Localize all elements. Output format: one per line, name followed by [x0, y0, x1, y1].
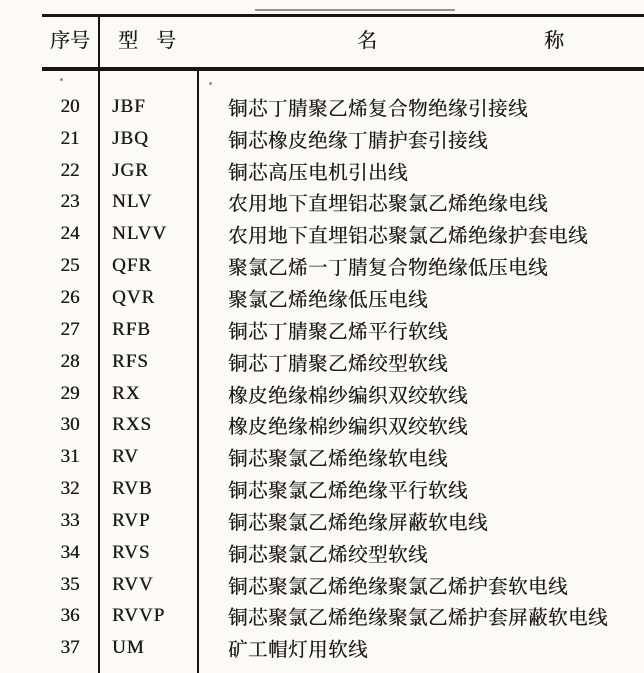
cell-serial-number: 34 [60, 541, 80, 563]
table-row [42, 91, 644, 123]
header-serial-number: 序号 [50, 30, 90, 52]
cell-name: 铜芯高压电机引出线 [228, 162, 409, 184]
cell-model-code: RFS [112, 350, 149, 372]
table-row [42, 218, 644, 250]
cell-name: 铜芯聚氯乙烯绝缘聚氯乙烯护套软电线 [228, 576, 569, 598]
cell-name: 农用地下直埋铝芯聚氯乙烯绝缘电线 [228, 194, 549, 216]
cell-serial-number: 20 [60, 95, 80, 117]
cell-model-code: RFB [112, 318, 151, 340]
cell-name: 铜芯丁腈聚乙烯绞型软线 [228, 353, 449, 375]
cell-name: 铜芯橡皮绝缘丁腈护套引接线 [228, 130, 489, 152]
cell-model-code: RVVP [112, 605, 166, 627]
cell-model-code: RX [112, 382, 141, 404]
table-row [42, 537, 644, 569]
cell-name: 聚氯乙烯一丁腈复合物绝缘低压电线 [228, 258, 549, 280]
cell-serial-number: 26 [60, 286, 80, 308]
cell-serial-number: 24 [60, 223, 80, 245]
cell-model-code: RVV [112, 573, 154, 595]
cell-name: 橡皮绝缘棉纱编织双绞软线 [228, 417, 469, 439]
table-row [42, 601, 644, 633]
cell-model-code: JGR [112, 159, 149, 181]
cell-name: 聚氯乙烯绝缘低压电线 [228, 289, 429, 311]
cell-name: 铜芯丁腈聚乙烯复合物绝缘引接线 [228, 98, 529, 120]
cell-model-code: UM [112, 637, 145, 659]
header-separator-rule [42, 67, 644, 71]
cell-serial-number: 28 [60, 350, 80, 372]
cell-serial-number: 31 [60, 446, 80, 468]
cell-serial-number: 35 [60, 573, 80, 595]
table-row [42, 632, 644, 664]
cell-serial-number: 21 [60, 127, 80, 149]
cell-name: 铜芯聚氯乙烯绝缘平行软线 [228, 481, 469, 503]
header-model-char-1: 型 [118, 30, 138, 52]
header-model-char-2: 号 [156, 30, 176, 52]
cell-model-code: RVP [112, 509, 151, 531]
scan-artifact-dot [60, 78, 63, 81]
cell-serial-number: 37 [60, 637, 80, 659]
table-row [42, 378, 644, 410]
cell-name: 铜芯聚氯乙烯绝缘聚氯乙烯护套屏蔽软电线 [228, 608, 609, 630]
header-name-char-1: 名 [357, 30, 377, 52]
table-row [42, 314, 644, 346]
cell-name: 铜芯丁腈聚乙烯平行软线 [228, 321, 449, 343]
cell-serial-number: 32 [60, 478, 80, 500]
table-body [42, 91, 644, 664]
table-row [42, 282, 644, 314]
cell-serial-number: 27 [60, 318, 80, 340]
header-name [199, 26, 644, 56]
cell-serial-number: 30 [60, 414, 80, 436]
cell-name: 铜芯聚氯乙烯绝缘屏蔽软电线 [228, 512, 489, 534]
table-row [42, 123, 644, 155]
cell-model-code: QVR [112, 286, 156, 308]
cell-name: 橡皮绝缘棉纱编织双绞软线 [228, 385, 469, 407]
table-row [42, 505, 644, 537]
cell-model-code: JBQ [112, 127, 149, 149]
cell-serial-number: 23 [60, 191, 80, 213]
cell-name: 矿工帽灯用软线 [228, 640, 369, 662]
cell-model-code: NLV [112, 191, 153, 213]
header-name-char-2: 称 [544, 30, 564, 52]
cell-model-code: RXS [112, 414, 152, 436]
table-row [42, 187, 644, 219]
table-row [42, 473, 644, 505]
cell-name: 铜芯聚氯乙烯绞型软线 [228, 544, 429, 566]
cell-model-code: JBF [112, 95, 146, 117]
cell-model-code: RVS [112, 541, 151, 563]
cell-serial-number: 22 [60, 159, 80, 181]
table-header [0, 26, 644, 56]
table-row [42, 409, 644, 441]
table-row [42, 441, 644, 473]
scan-artifact-dot [209, 82, 212, 85]
cell-serial-number: 25 [60, 255, 80, 277]
table-top-border [42, 14, 644, 17]
cell-model-code: RVB [112, 478, 153, 500]
table-row [42, 155, 644, 187]
header-model [118, 26, 176, 56]
cell-name: 铜芯聚氯乙烯绝缘软电线 [228, 449, 449, 471]
cell-model-code: RV [112, 446, 139, 468]
cell-name: 农用地下直埋铝芯聚氯乙烯绝缘护套电线 [228, 226, 589, 248]
cell-model-code: NLVV [112, 223, 168, 245]
cell-serial-number: 33 [60, 509, 80, 531]
cell-model-code: QFR [112, 255, 152, 277]
table-row [42, 346, 644, 378]
table-row [42, 569, 644, 601]
scan-artifact-top-smudge [255, 9, 455, 11]
table-row [42, 250, 644, 282]
cell-serial-number: 29 [60, 382, 80, 404]
cell-serial-number: 36 [60, 605, 80, 627]
